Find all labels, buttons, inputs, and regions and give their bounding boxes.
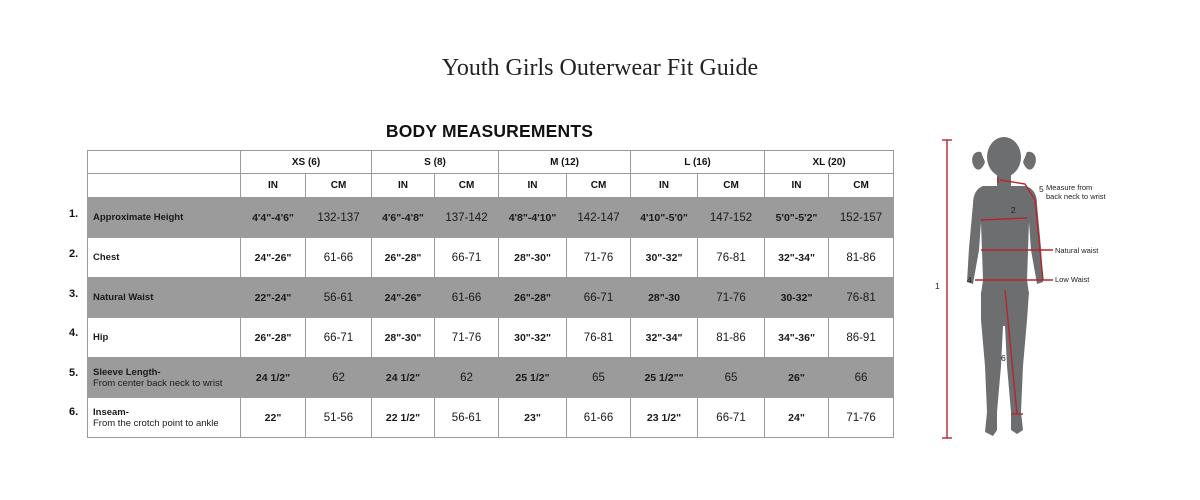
size-header: M (12) <box>499 151 631 174</box>
row-number: 1. <box>69 208 79 220</box>
value-in-cell: 34"-36" <box>765 318 829 358</box>
row-label: Hip <box>93 332 109 343</box>
value-in-cell: 4'4"-4'6" <box>241 198 306 238</box>
value-in-cell: 30"-32" <box>499 318 567 358</box>
value-cm-cell: 66-71 <box>567 278 631 318</box>
value-in-cell: 22 1/2" <box>372 398 435 438</box>
value-in-cell: 30-32" <box>765 278 829 318</box>
measurements-table <box>87 150 894 438</box>
value-in-cell: 32"-34" <box>765 238 829 278</box>
row-label-cell <box>88 318 241 358</box>
value-cm-cell: 137-142 <box>435 198 499 238</box>
row-label-cell <box>88 398 241 438</box>
value-cm-cell: 51-56 <box>306 398 372 438</box>
value-cm-cell: 81-86 <box>698 318 765 358</box>
row-label: Sleeve Length- <box>93 366 161 378</box>
value-cm-cell: 81-86 <box>829 238 894 278</box>
row-number: 4. <box>69 327 79 339</box>
table-heading: BODY MEASUREMENTS <box>385 121 594 141</box>
value-cm-cell: 66-71 <box>435 238 499 278</box>
measurement-row <box>88 238 894 278</box>
row-label-cell <box>88 358 241 398</box>
value-cm-cell: 65 <box>567 358 631 398</box>
label-low-waist: Low Waist <box>1055 275 1090 284</box>
value-cm-cell: 76-81 <box>567 318 631 358</box>
value-in-cell: 22"-24" <box>241 278 306 318</box>
value-cm-cell: 152-157 <box>829 198 894 238</box>
value-in-cell: 24"-26" <box>241 238 306 278</box>
row-label: Approximate Height <box>93 212 184 223</box>
label-measure-from: Measure from back neck to wrist <box>1046 183 1106 201</box>
value-in-cell: 28"-30" <box>499 238 567 278</box>
row-sublabel: From the crotch point to ankle <box>93 417 219 429</box>
value-cm-cell: 71-76 <box>567 238 631 278</box>
value-in-cell: 23" <box>499 398 567 438</box>
value-in-cell: 26" <box>765 358 829 398</box>
value-cm-cell: 86-91 <box>829 318 894 358</box>
figure-number-1: 1 <box>935 281 940 291</box>
unit-in-header: IN <box>765 174 829 198</box>
figure-number-2: 2 <box>1011 205 1016 215</box>
row-label-cell <box>88 198 241 238</box>
value-in-cell: 24" <box>765 398 829 438</box>
measurement-row <box>88 318 894 358</box>
row-number: 6. <box>69 406 79 418</box>
value-in-cell: 32"-34" <box>631 318 698 358</box>
value-in-cell: 28"-30 <box>631 278 698 318</box>
value-cm-cell: 71-76 <box>829 398 894 438</box>
row-sublabel: From center back neck to wrist <box>93 377 223 389</box>
blank-header-cell <box>88 174 241 198</box>
value-in-cell: 25 1/2"" <box>631 358 698 398</box>
measurement-row <box>88 278 894 318</box>
measurement-row <box>88 398 894 438</box>
value-cm-cell: 65 <box>698 358 765 398</box>
row-label: Natural Waist <box>93 292 154 303</box>
size-header: S (8) <box>372 151 499 174</box>
row-label-cell <box>88 238 241 278</box>
row-label-cell <box>88 278 241 318</box>
unit-cm-header: CM <box>306 174 372 198</box>
unit-cm-header: CM <box>829 174 894 198</box>
page-title: Youth Girls Outerwear Fit Guide <box>441 55 759 81</box>
row-number: 2. <box>69 248 79 260</box>
value-cm-cell: 62 <box>435 358 499 398</box>
value-in-cell: 5'0"-5'2" <box>765 198 829 238</box>
value-in-cell: 26"-28" <box>241 318 306 358</box>
unit-in-header: IN <box>499 174 567 198</box>
value-cm-cell: 61-66 <box>435 278 499 318</box>
value-cm-cell: 61-66 <box>567 398 631 438</box>
value-in-cell: 23 1/2" <box>631 398 698 438</box>
unit-in-header: IN <box>631 174 698 198</box>
value-in-cell: 26"-28" <box>372 238 435 278</box>
value-cm-cell: 76-81 <box>698 238 765 278</box>
blank-header-cell <box>88 151 241 174</box>
unit-header-row <box>88 174 894 198</box>
value-in-cell: 24 1/2" <box>241 358 306 398</box>
value-cm-cell: 76-81 <box>829 278 894 318</box>
unit-cm-header: CM <box>698 174 765 198</box>
figure-number-6: 6 <box>1001 353 1006 363</box>
size-header: L (16) <box>631 151 765 174</box>
value-cm-cell: 66-71 <box>698 398 765 438</box>
value-in-cell: 26"-28" <box>499 278 567 318</box>
value-cm-cell: 147-152 <box>698 198 765 238</box>
measurement-row <box>88 358 894 398</box>
value-in-cell: 4'6"-4'8" <box>372 198 435 238</box>
value-in-cell: 30"-32" <box>631 238 698 278</box>
row-number: 5. <box>69 367 79 379</box>
value-in-cell: 24 1/2" <box>372 358 435 398</box>
value-cm-cell: 71-76 <box>435 318 499 358</box>
value-in-cell: 22" <box>241 398 306 438</box>
value-cm-cell: 66-71 <box>306 318 372 358</box>
value-cm-cell: 142-147 <box>567 198 631 238</box>
unit-cm-header: CM <box>567 174 631 198</box>
value-cm-cell: 56-61 <box>306 278 372 318</box>
value-cm-cell: 132-137 <box>306 198 372 238</box>
size-header-row <box>88 151 894 174</box>
measurement-row <box>88 198 894 238</box>
value-cm-cell: 61-66 <box>306 238 372 278</box>
size-header: XS (6) <box>241 151 372 174</box>
value-cm-cell: 62 <box>306 358 372 398</box>
girl-silhouette-icon <box>925 130 1200 450</box>
value-in-cell: 28"-30" <box>372 318 435 358</box>
value-in-cell: 25 1/2" <box>499 358 567 398</box>
row-label: Inseam- <box>93 406 129 418</box>
row-number: 3. <box>69 288 79 300</box>
figure-number-5: 5 <box>1039 184 1044 194</box>
value-cm-cell: 56-61 <box>435 398 499 438</box>
figure-number-4: 4 <box>967 275 972 285</box>
value-cm-cell: 66 <box>829 358 894 398</box>
unit-in-header: IN <box>372 174 435 198</box>
unit-in-header: IN <box>241 174 306 198</box>
value-in-cell: 4'8"-4'10" <box>499 198 567 238</box>
unit-cm-header: CM <box>435 174 499 198</box>
body-figure-diagram <box>925 130 1200 450</box>
value-in-cell: 4'10"-5'0" <box>631 198 698 238</box>
size-header: XL (20) <box>765 151 894 174</box>
value-in-cell: 24"-26" <box>372 278 435 318</box>
row-label: Chest <box>93 252 120 263</box>
label-natural-waist: Natural waist <box>1055 246 1099 255</box>
value-cm-cell: 71-76 <box>698 278 765 318</box>
